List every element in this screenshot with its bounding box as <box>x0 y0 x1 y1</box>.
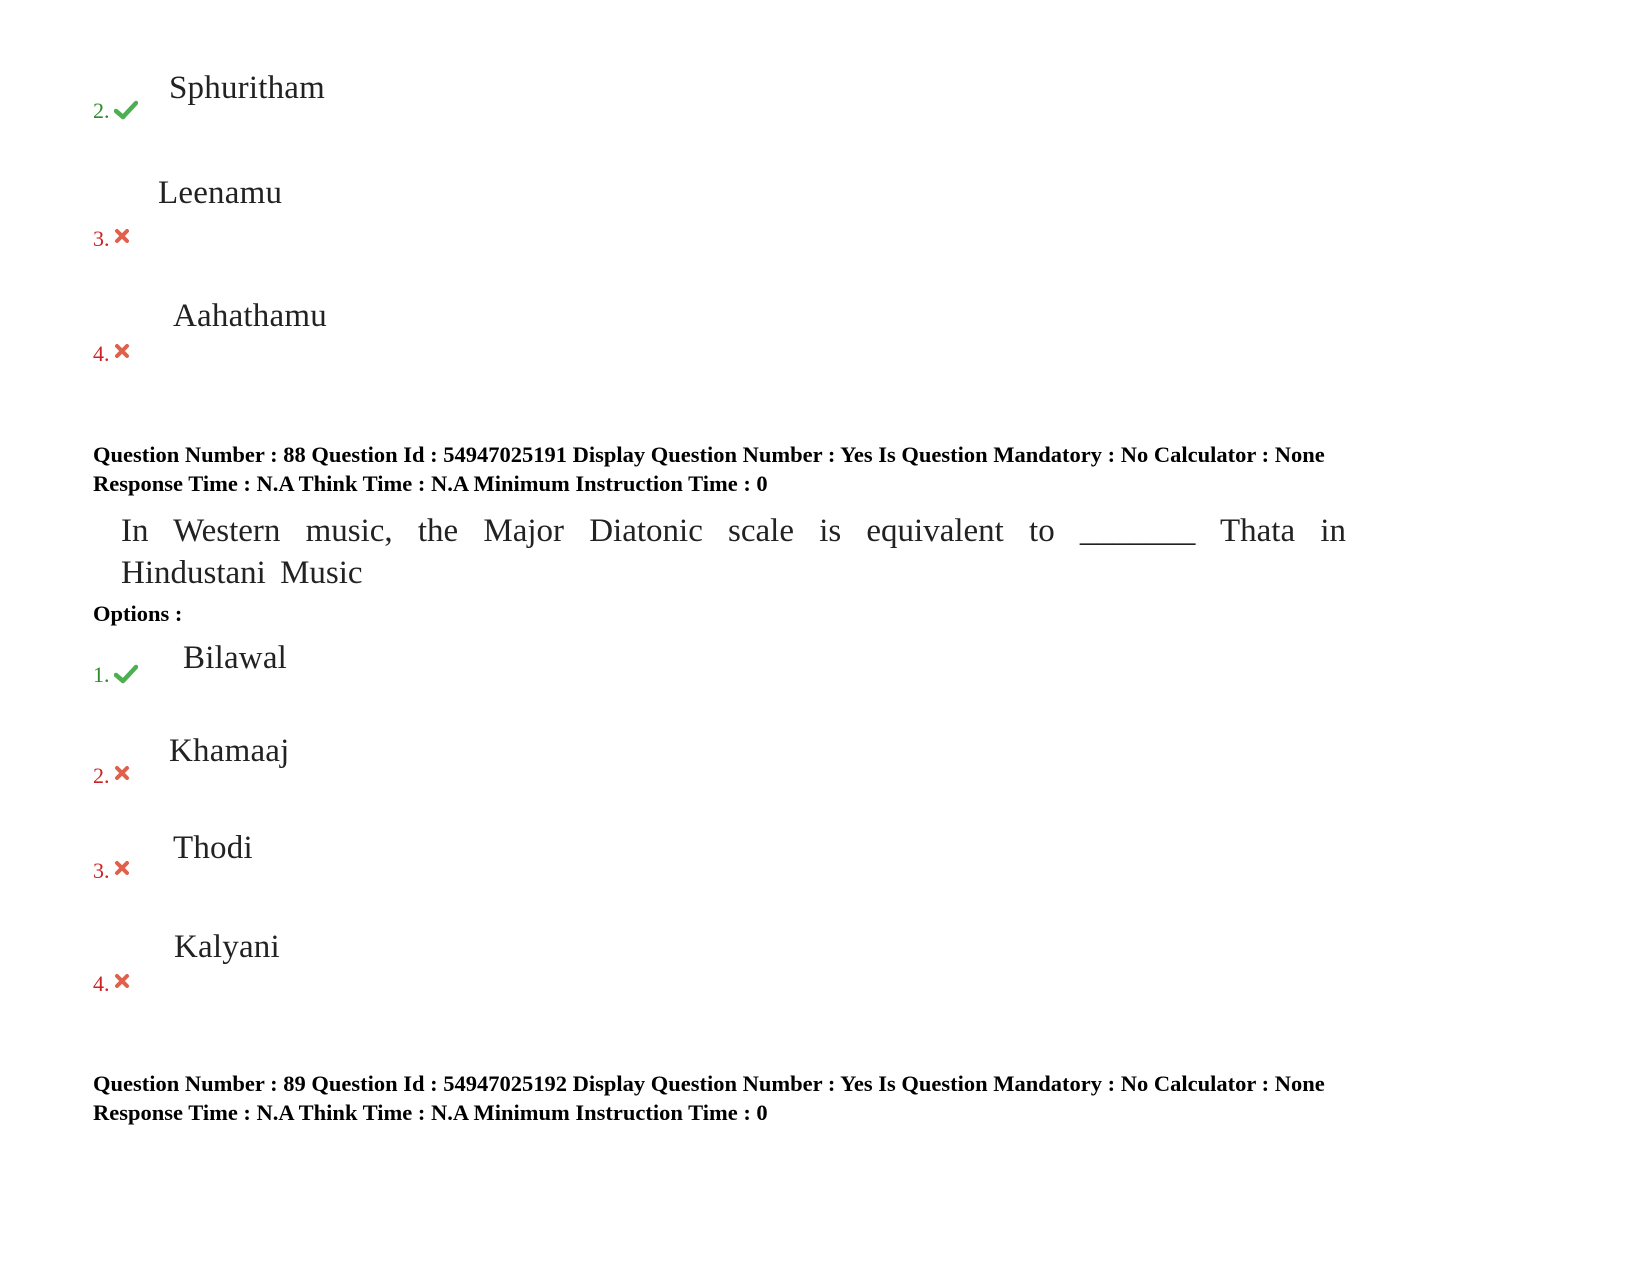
option-text: Khamaaj <box>169 733 290 769</box>
question-89-meta <box>93 1069 1325 1127</box>
cross-icon <box>114 860 130 876</box>
option-text: Sphuritham <box>169 70 325 106</box>
question-meta-line-2: Response Time : N.A Think Time : N.A Minimum Instruction Time : 0 <box>93 471 768 496</box>
option-number: 3. <box>93 860 130 882</box>
option-number: 4. <box>93 343 130 365</box>
question-meta-line-1: Question Number : 89 Question Id : 54947025192 Display Question Number : Yes Is Question Mandatory : No Calculator : None <box>93 1071 1325 1096</box>
cross-icon <box>114 765 130 781</box>
option-number: 1. <box>93 664 138 686</box>
cross-icon <box>114 228 130 244</box>
check-icon <box>114 664 138 684</box>
option-number: 3. <box>93 228 130 250</box>
option-text: Aahathamu <box>173 298 327 334</box>
option-text: Kalyani <box>174 929 280 965</box>
option-text: Thodi <box>173 830 253 866</box>
question-meta-line-1: Question Number : 88 Question Id : 54947025191 Display Question Number : Yes Is Question Mandatory : No Calculator : None <box>93 442 1325 467</box>
question-88-meta <box>93 440 1325 498</box>
cross-icon <box>114 973 130 989</box>
option-number: 2. <box>93 100 138 122</box>
options-label: Options : <box>93 601 183 626</box>
cross-icon <box>114 343 130 359</box>
question-88-text: In Western music, the Major Diatonic scale is equivalent to _______ Thata in Hindustani Music <box>121 513 1346 591</box>
question-meta-line-2: Response Time : N.A Think Time : N.A Minimum Instruction Time : 0 <box>93 1100 768 1125</box>
option-text: Bilawal <box>183 640 288 676</box>
option-text: Leenamu <box>158 175 283 211</box>
option-number: 4. <box>93 973 130 995</box>
option-number: 2. <box>93 765 130 787</box>
check-icon <box>114 100 138 120</box>
